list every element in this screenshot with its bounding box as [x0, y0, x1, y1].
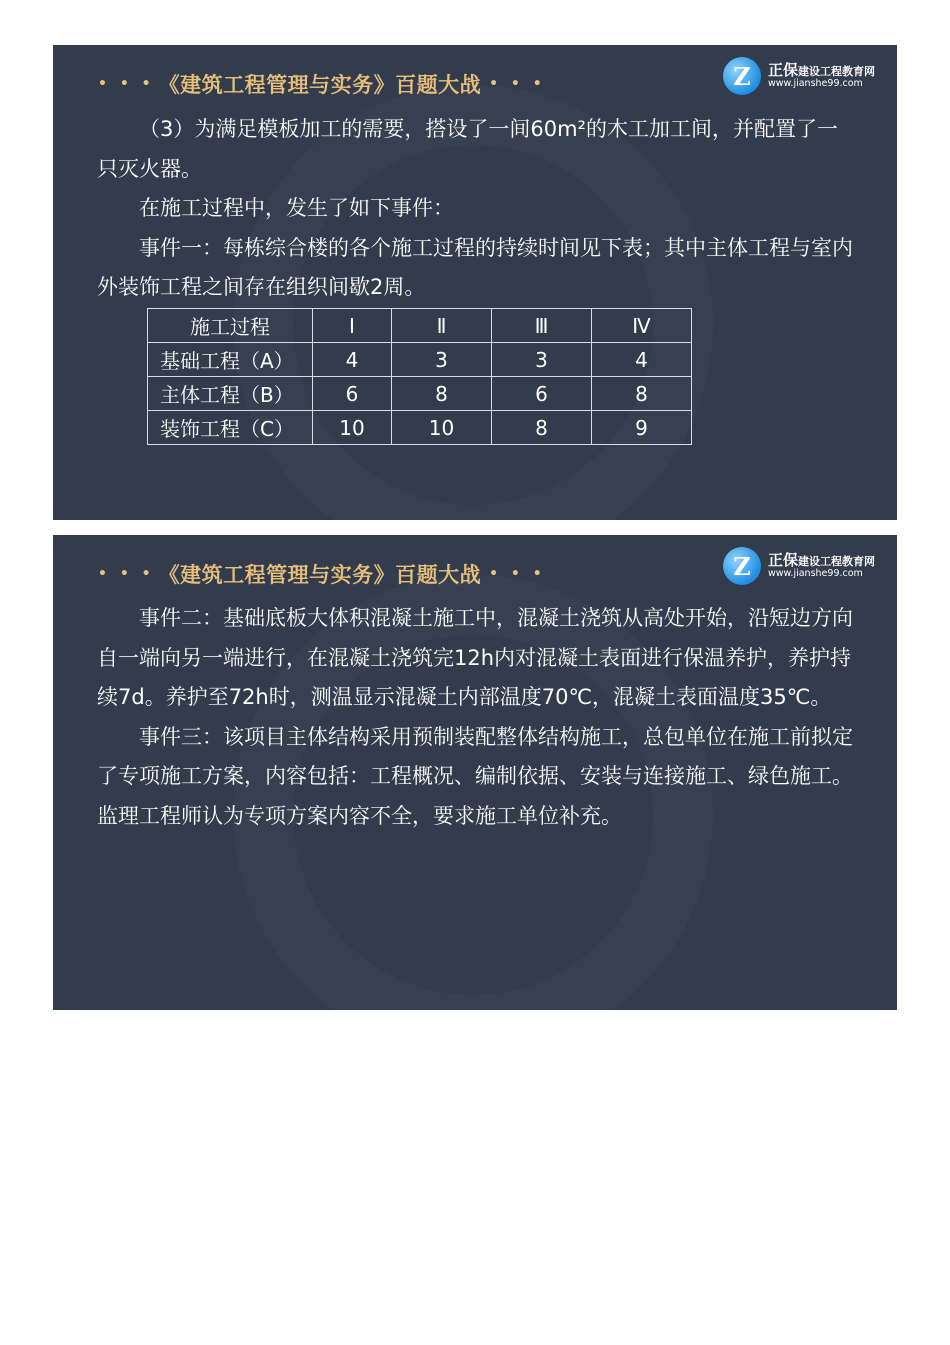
table-header-cell: Ⅰ — [313, 309, 392, 343]
brand-logo — [723, 545, 887, 587]
table-row — [148, 411, 692, 445]
logo-brand — [768, 553, 875, 569]
table-cell: 8 — [592, 377, 692, 411]
slide-1 — [53, 45, 897, 520]
table-cell: 9 — [592, 411, 692, 445]
logo-brand-main: 正保 — [768, 61, 799, 80]
table-header-cell: Ⅱ — [392, 309, 492, 343]
table-cell: 10 — [313, 411, 392, 445]
table-header-cell: 施工过程 — [148, 309, 313, 343]
table-cell: 6 — [313, 377, 392, 411]
logo-brand — [768, 63, 875, 79]
header-title: 《建筑工程管理与实务》百题大战 — [158, 73, 482, 97]
table-row — [148, 343, 692, 377]
table-cell: 8 — [392, 377, 492, 411]
table-cell: 10 — [392, 411, 492, 445]
header-dots-right: • • • — [489, 566, 546, 582]
paragraph-item-3: （3）为满足模板加工的需要，搭设了一间60m²的木工加工间，并配置了一只灭火器。 — [97, 117, 838, 181]
header-dots-right: • • • — [489, 76, 546, 92]
logo-mark-icon: Z — [723, 547, 761, 585]
header-dots-left: • • • — [98, 76, 155, 92]
logo-url: www.jianshe99.com — [768, 567, 863, 579]
logo-brand-sub: 建设工程教育网 — [798, 555, 876, 569]
logo-url: www.jianshe99.com — [768, 77, 863, 89]
brand-logo — [723, 55, 887, 97]
table-cell: 4 — [592, 343, 692, 377]
table-cell: 6 — [492, 377, 592, 411]
slide-header — [98, 69, 546, 99]
table-cell: 主体工程（B） — [148, 377, 313, 411]
table-header-row — [148, 309, 692, 343]
table-cell: 3 — [492, 343, 592, 377]
paragraph-event-2: 事件二：基础底板大体积混凝土施工中，混凝土浇筑从高处开始，沿短边方向自一端向另一端进行，在混凝土浇筑完12h内对混凝土表面进行保温养护，养护持续7d。养护至72h时，测温显示混凝土内部温度70℃，混凝土表面温度35℃。 — [97, 606, 853, 709]
logo-mark-icon: Z — [723, 57, 761, 95]
table-header-cell: Ⅲ — [492, 309, 592, 343]
header-title: 《建筑工程管理与实务》百题大战 — [158, 563, 482, 587]
duration-table — [147, 308, 692, 445]
table-row — [148, 377, 692, 411]
table-cell: 4 — [313, 343, 392, 377]
slide-1-body — [97, 110, 857, 308]
slide-header — [98, 559, 546, 589]
header-dots-left: • • • — [98, 566, 155, 582]
logo-brand-main: 正保 — [768, 551, 799, 570]
table-cell: 3 — [392, 343, 492, 377]
logo-brand-sub: 建设工程教育网 — [798, 65, 876, 79]
table-cell: 基础工程（A） — [148, 343, 313, 377]
paragraph-event-3: 事件三：该项目主体结构采用预制装配整体结构施工，总包单位在施工前拟定了专项施工方案，内容包括：工程概况、编制依据、安装与连接施工、绿色施工。监理工程师认为专项方案内容不全，要求施工单位补充。 — [97, 724, 853, 828]
slide-2-body — [97, 599, 857, 836]
table-header-cell: Ⅳ — [592, 309, 692, 343]
paragraph-events-intro: 在施工过程中，发生了如下事件： — [139, 196, 454, 220]
table-cell: 8 — [492, 411, 592, 445]
slide-2 — [53, 535, 897, 1010]
paragraph-event-1: 事件一：每栋综合楼的各个施工过程的持续时间见下表；其中主体工程与室内外装饰工程之间存在组织间歇2周。 — [97, 235, 853, 299]
table-cell: 装饰工程（C） — [148, 411, 313, 445]
